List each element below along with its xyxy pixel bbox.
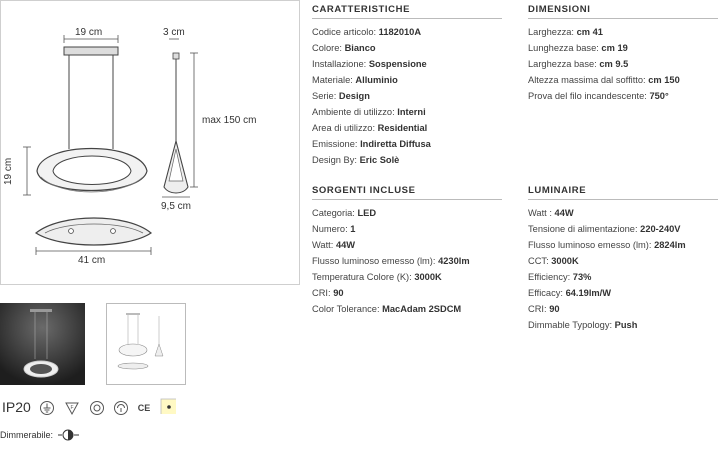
- spec-value: Indiretta Diffusa: [360, 139, 431, 149]
- spec-value: 1182010A: [378, 27, 422, 37]
- section-luminaire: [528, 185, 718, 333]
- spec-row: [312, 221, 502, 237]
- section-caratteristiche: [312, 4, 502, 168]
- spec-row: [528, 237, 718, 253]
- ground-icon: [39, 400, 55, 416]
- dim-base-length: 41 cm: [78, 255, 106, 266]
- spec-label: Watt :: [528, 208, 552, 218]
- spec-row: [312, 152, 502, 168]
- spec-label: Flusso luminoso emesso (lm):: [528, 240, 652, 250]
- spec-label: Dimmable Typology:: [528, 320, 613, 330]
- spec-value: MacAdam 2SDCM: [382, 304, 462, 314]
- spec-row: [528, 56, 718, 72]
- svg-text:F: F: [70, 405, 74, 411]
- lamp-drawing: [1, 1, 301, 286]
- spec-value: cm 19: [601, 43, 628, 53]
- spec-label: Lunghezza base:: [528, 43, 599, 53]
- spec-value: Bianco: [344, 43, 376, 53]
- spec-row: [312, 104, 502, 120]
- spec-value: Alluminio: [355, 75, 398, 85]
- spec-label: Serie:: [312, 91, 337, 101]
- furniture-mount-icon: [64, 400, 80, 416]
- spec-value: 3000K: [551, 256, 579, 266]
- spec-label: CCT:: [528, 256, 549, 266]
- spec-row: [312, 56, 502, 72]
- ce-mark-icon: CE: [137, 403, 151, 413]
- spec-label: Color Tolerance:: [312, 304, 380, 314]
- section-title: LUMINAIRE: [528, 185, 718, 200]
- technical-drawing: 19 cm 3 cm max 150 cm 19 cm 9,5 cm 41 cm: [0, 0, 300, 285]
- spec-row: [312, 237, 502, 253]
- spec-row: [528, 88, 718, 104]
- spec-label: Larghezza base:: [528, 59, 597, 69]
- spec-row: [312, 40, 502, 56]
- spec-row: [312, 301, 502, 317]
- spec-row: [312, 205, 502, 221]
- spec-row: [528, 253, 718, 269]
- spec-value: cm 9.5: [599, 59, 629, 69]
- spec-label: Altezza massima dal soffitto:: [528, 75, 646, 85]
- spec-row: [528, 269, 718, 285]
- spec-value: 44W: [335, 240, 356, 250]
- ip-protection-icon: [89, 400, 105, 416]
- spec-label: CRI:: [528, 304, 547, 314]
- spec-row: [528, 205, 718, 221]
- spec-label: Materiale:: [312, 75, 353, 85]
- spec-value: 1: [350, 224, 356, 234]
- dim-side-top-width: 3 cm: [163, 27, 185, 38]
- spec-value: Interni: [397, 107, 426, 117]
- spec-row: [312, 136, 502, 152]
- spec-value: 220-240V: [640, 224, 681, 234]
- spec-value: 4230lm: [438, 256, 470, 266]
- spec-value: cm 150: [648, 75, 680, 85]
- spec-label: Codice articolo:: [312, 27, 377, 37]
- lamp-photo: [0, 303, 85, 385]
- spec-label: Efficacy:: [528, 288, 563, 298]
- spec-row: [312, 24, 502, 40]
- spec-row: [312, 120, 502, 136]
- spec-value: 2824lm: [654, 240, 686, 250]
- spec-value: Design: [338, 91, 370, 101]
- spec-value: 750°: [649, 91, 669, 101]
- spec-label: Larghezza:: [528, 27, 574, 37]
- spec-value: cm 41: [576, 27, 603, 37]
- spec-row: [528, 317, 718, 333]
- dimmable-push-icon: [58, 429, 80, 441]
- spec-value: 44W: [554, 208, 574, 218]
- dim-max-height: max 150 cm: [202, 115, 257, 126]
- spec-label: Flusso luminoso emesso (lm):: [312, 256, 436, 266]
- spec-row: [312, 269, 502, 285]
- section-dimensioni: [528, 4, 718, 104]
- spec-row: [528, 40, 718, 56]
- spec-label: Area di utilizzo:: [312, 123, 376, 133]
- spec-row: [528, 24, 718, 40]
- spec-label: Watt:: [312, 240, 334, 250]
- spec-value: 90: [549, 304, 560, 314]
- dimmable-label: Dimmerabile:: [0, 430, 54, 440]
- spec-row: [528, 72, 718, 88]
- spec-label: Design By:: [312, 155, 357, 165]
- spec-row: [312, 72, 502, 88]
- spec-row: [528, 221, 718, 237]
- spec-label: Installazione:: [312, 59, 367, 69]
- dim-top-width: 19 cm: [75, 27, 103, 38]
- dim-side-base-width: 9,5 cm: [161, 201, 192, 212]
- spec-row: [312, 285, 502, 301]
- section-title: DIMENSIONI: [528, 4, 718, 19]
- ip-rating: IP20: [2, 399, 31, 415]
- spec-value: 64.19lm/W: [565, 288, 612, 298]
- eac-certification-icon: [113, 400, 129, 416]
- spec-value: Residential: [377, 123, 428, 133]
- spec-label: Prova del filo incandescente:: [528, 91, 647, 101]
- product-photo-thumbnail[interactable]: [0, 303, 85, 385]
- section-sorgenti-incluse: [312, 185, 502, 317]
- spec-row: [528, 301, 718, 317]
- spec-label: Colore:: [312, 43, 342, 53]
- spec-row: [312, 88, 502, 104]
- spec-label: Emissione:: [312, 139, 358, 149]
- spec-label: Temperatura Colore (K):: [312, 272, 412, 282]
- spec-label: Tensione di alimentazione:: [528, 224, 638, 234]
- spec-value: 73%: [572, 272, 592, 282]
- spec-value: 3000K: [414, 272, 442, 282]
- section-title: SORGENTI INCLUSE: [312, 185, 502, 200]
- spec-value: Sospensione: [368, 59, 427, 69]
- spec-label: CRI:: [312, 288, 331, 298]
- spec-value: LED: [357, 208, 377, 218]
- spec-row: [528, 285, 718, 301]
- spec-label: Categoria:: [312, 208, 355, 218]
- mini-drawing: [107, 304, 186, 385]
- spec-label: Numero:: [312, 224, 348, 234]
- spec-label: Ambiente di utilizzo:: [312, 107, 395, 117]
- spec-value: 90: [333, 288, 344, 298]
- spec-value: Push: [614, 320, 638, 330]
- section-title: CARATTERISTICHE: [312, 4, 502, 19]
- spec-row: [312, 253, 502, 269]
- spec-label: Efficiency:: [528, 272, 571, 282]
- drawing-thumbnail[interactable]: [106, 303, 186, 385]
- energy-class-icon: [160, 398, 176, 414]
- spec-value: Eric Solè: [359, 155, 400, 165]
